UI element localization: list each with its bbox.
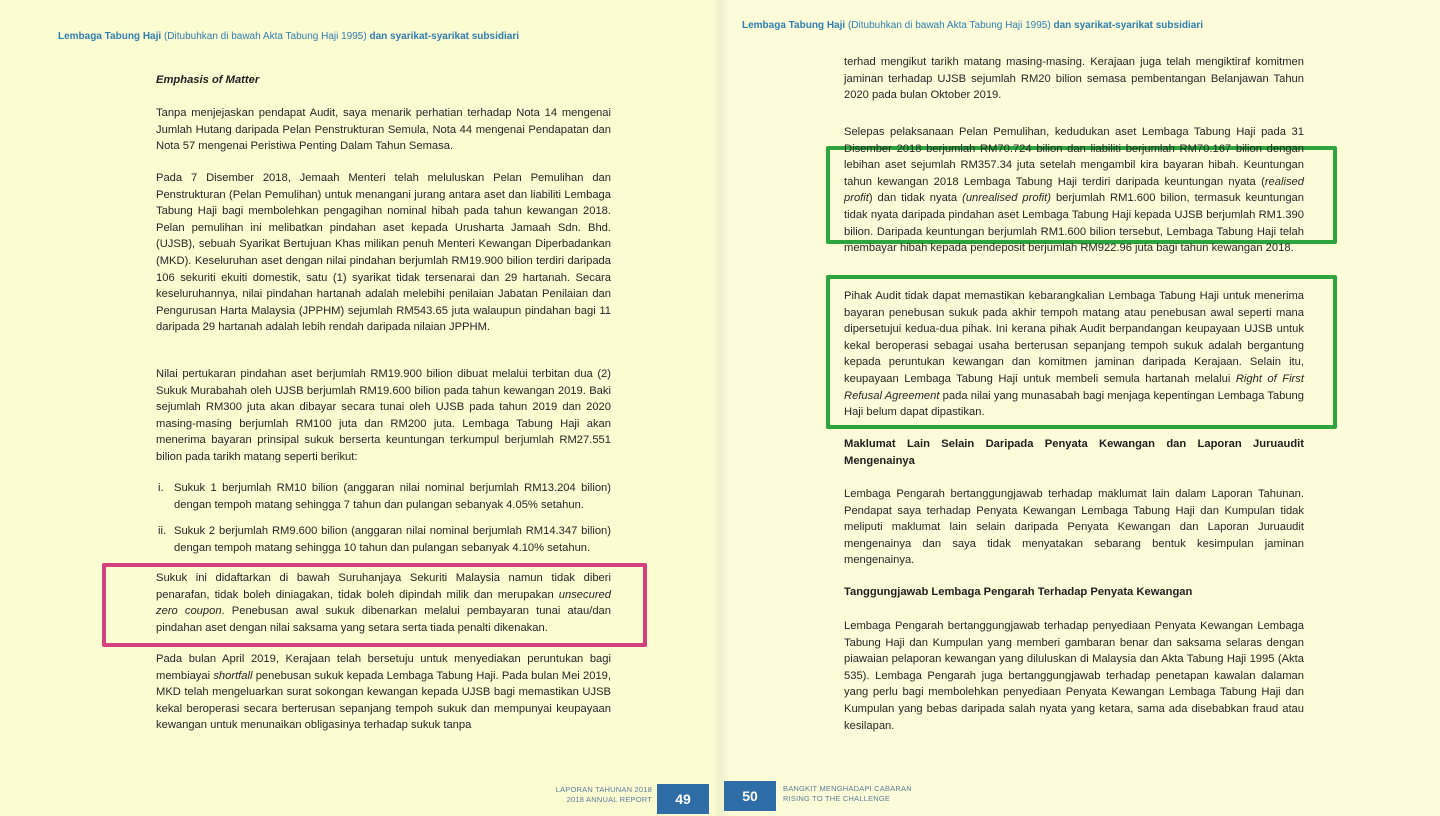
text-run: ) dan tidak nyata xyxy=(868,192,963,205)
footer-line: 2018 ANNUAL REPORT xyxy=(566,795,652,804)
header-sub: (Ditubuhkan di bawah Akta Tabung Haji 1995) xyxy=(847,20,1051,31)
italic-term: unsecured zero coupon xyxy=(156,588,611,618)
right-paragraph-2 xyxy=(844,124,1304,257)
list-number: ii. xyxy=(158,525,167,538)
left-paragraph-5 xyxy=(156,651,611,734)
text-run: Pihak Audit tidak dapat memastikan kebarangkalian Lembaga Tabung Haji untuk menerima bayaran penebusan sukuk pada akhir tempoh matang atau penebusan awal seperti mana dipersetujui kedua-dua pihak. Ini kerana pihak Audit berpandangan keupayaan UJSB untuk kekal beroperasi sebagai usaha berterusan sepanjang tempoh sukuk adalah bergantung kepada peruntukan kewangan dan komitmen jaminan daripada Kerajaan. Selain itu, keupayaan Lembaga Tabung Haji untuk membeli semula hartanah melalui xyxy=(844,290,1304,385)
right-page-header xyxy=(742,20,1203,31)
list-item xyxy=(158,480,611,513)
right-paragraph-5: Lembaga Pengarah bertanggungjawab terhadap penyediaan Penyata Kewangan Lembaga Tabung Haji dan Kumpulan yang memberi gambaran benar dan saksama selaras dengan piawaian pelaporan kewangan yang diluluskan di Malaysia dan Akta Tabung Haji 1995 (Akta 535). Lembaga Pengarah juga bertanggungjawab terhadap penetapan kawalan dalaman yang perlu bagi membolehkan penyediaan Penyata Kewangan Lembaga Tabung Haji dan Kumpulan yang bebas daripada salah nyata yang ketara, sama ada disebabkan fraud atau kesilapan. xyxy=(844,620,1304,732)
text-run: pada nilai yang munasabah bagi menjaga kepentingan Lembaga Tabung Haji belum dapat dipastikan. xyxy=(844,389,1304,419)
page-number-left: 49 xyxy=(657,784,709,814)
list-text: Sukuk 1 berjumlah RM10 bilion (anggaran nilai nominal berjumlah RM13.204 bilion) dengan tempoh matang sehingga 7 tahun dan pulangan sebanyak 4.05% setahun. xyxy=(174,482,611,511)
footer-line: RISING TO THE CHALLENGE xyxy=(783,794,891,803)
text-run: Selepas pelaksanaan Pelan Pemulihan, kedudukan aset Lembaga Tabung Haji pada 31 Disember 2018 berjumlah RM70.724 bilion dan liabiliti berjumlah RM70.167 bilion dengan lebihan aset sejumlah RM357.34 juta setelah mengambil kira bayaran hibah. Keuntungan tahun kewangan 2018 Lembaga Tabung Haji terdiri daripada keuntungan nyata ( xyxy=(844,126,1304,188)
header-sub: (Ditubuhkan di bawah Akta Tabung Haji 1995) xyxy=(163,31,367,42)
text-run: berjumlah RM1.600 bilion, termasuk keuntungan tidak nyata daripada pindahan aset Lembaga Tabung Haji kepada UJSB berjumlah RM1.390 bilion. Daripada keuntungan berjumlah RM1.600 bilion tersebut, Lembaga Tabung Haji telah membayar hibah kepada pendeposit berjumlah RM922.96 juta bagi tahun kewangan 2018. xyxy=(844,192,1305,255)
footer-line: LAPORAN TAHUNAN 2018 xyxy=(555,785,652,794)
emphasis-heading: Emphasis of Matter xyxy=(156,74,260,86)
left-paragraph-2: Pada 7 Disember 2018, Jemaah Menteri telah meluluskan Pelan Pemulihan dan Penstrukturan (Pelan Pemulihan) untuk menangani jurang antara aset dan liabiliti Lembaga Tabung Haji bagi membolehkan pengagihan nominal hibah pada tahun kewangan 2018. Pelan pemulihan ini melibatkan pindahan aset kepada Urusharta Jamaah Sdn. Bhd. (UJSB), sebuah Syarikat Bertujuan Khas milikan penuh Menteri Kewangan Diperbadankan (MKD). Keseluruhan aset dengan nilai pindahan berjumlah RM19.900 bilion terdiri daripada 106 sekuriti ekuiti domestik, satu (1) syarikat tidak tersenarai dan 29 hartanah. Secara keseluruhannya, nilai pindahan hartanah adalah melebihi penilaian Jabatan Penilaian dan Pengurusan Harta Malaysia (JPPHM) sejumlah RM543.65 juta walaupun pindahan bagi 11 daripada 29 hartanah adalah lebih rendah daripada nilaian JPPHM. xyxy=(156,172,611,334)
left-paragraph-3: Nilai pertukaran pindahan aset berjumlah RM19.900 bilion dibuat melalui terbitan dua (2) Sukuk Murabahah oleh UJSB berjumlah RM19.600 bilion pada tahun kewangan 2019. Baki sejumlah RM300 juta akan dibayar secara tunai oleh UJSB pada tahun 2019 dan 2020 masing-masing berjumlah RM100 juta dan RM200 juta. Lembaga Tabung Haji akan menerima bayaran prinsipal sukuk berserta keuntungan terkumpul berjumlah RM27.551 bilion pada tarikh matang seperti berikut: xyxy=(156,368,611,463)
section-heading-board-responsibility: Tanggungjawab Lembaga Pengarah Terhadap Penyata Kewangan xyxy=(844,586,1193,598)
italic-term: shortfall xyxy=(213,669,253,682)
header-org: Lembaga Tabung Haji xyxy=(58,31,162,42)
footer-line: BANGKIT MENGHADAPI CABARAN xyxy=(783,784,912,793)
left-page-header xyxy=(58,31,519,42)
right-paragraph-1: terhad mengikut tarikh matang masing-masing. Kerajaan juga telah mengiktiraf komitmen jaminan terhadap UJSB sejumlah RM20 bilion semasa pembentangan Belanjawan Tahun 2020 pada bulan Oktober 2019. xyxy=(844,56,1304,102)
text-run: . Penebusan awal sukuk dibenarkan melalui pembayaran tunai atau/dan pindahan aset dengan nilai saksama yang setara serta tiada penalti dikenakan. xyxy=(156,605,611,634)
left-paragraph-4 xyxy=(156,570,611,636)
text-run: Sukuk ini didaftarkan di bawah Suruhanjaya Sekuriti Malaysia namun tidak diberi penarafan, tidak boleh diniagakan, tidak boleh dipindah milik dan merupakan xyxy=(156,572,611,601)
footer-tagline xyxy=(783,784,933,804)
page-number-right: 50 xyxy=(724,781,776,811)
text-run: Pada bulan April 2019, Kerajaan telah bersetuju untuk menyediakan peruntukan bagi membiayai xyxy=(156,653,611,682)
right-paragraph-3 xyxy=(844,288,1304,421)
left-paragraph-1: Tanpa menjejaskan pendapat Audit, saya menarik perhatian terhadap Nota 14 mengenai Jumlah Hutang daripada Pelan Penstrukturan Semula, Nota 44 mengenai Pendapatan dan Nota 57 mengenai Peristiwa Penting Dalam Tahun Semasa. xyxy=(156,107,611,153)
page-gutter xyxy=(712,0,730,816)
list-text: Sukuk 2 berjumlah RM9.600 bilion (anggaran nilai nominal berjumlah RM14.347 bilion) dengan tempoh matang sehingga 10 tahun dan pulangan sebanyak 4.10% setahun. xyxy=(174,525,611,554)
italic-term: (unrealised profit) xyxy=(962,192,1051,205)
footer-annual-report xyxy=(540,785,652,805)
section-heading-other-info: Maklumat Lain Selain Daripada Penyata Kewangan dan Laporan Juruaudit Mengenainya xyxy=(844,438,1304,467)
header-tail: dan syarikat-syarikat subsidiari xyxy=(369,31,519,42)
right-paragraph-4: Lembaga Pengarah bertanggungjawab terhadap maklumat lain dalam Laporan Tahunan. Pendapat saya terhadap Penyata Kewangan Lembaga Tabung Haji dan Kumpulan tidak meliputi maklumat lain selain daripada Penyata Kewangan dan Laporan Juruaudit mengenainya dan saya tidak menyatakan sebarang bentuk kesimpulan jaminan mengenainya. xyxy=(844,488,1304,567)
sukuk-list xyxy=(158,480,611,566)
italic-term: realised profit xyxy=(844,175,1304,205)
list-item xyxy=(158,523,611,556)
italic-term: Right of First Refusal Agreement xyxy=(844,372,1304,402)
header-org: Lembaga Tabung Haji xyxy=(742,20,846,31)
text-run: penebusan sukuk kepada Lembaga Tabung Haji. Pada bulan Mei 2019, MKD telah mengeluarkan surat sokongan kewangan kepada UJSB bagi memastikan UJSB kekal beroperasi secara berterusan sepanjang tempoh sukuk dan mempunyai keupayaan kewangan untuk menunaikan obligasinya terhadap sukuk tanpa xyxy=(156,669,612,732)
header-tail: dan syarikat-syarikat subsidiari xyxy=(1053,20,1203,31)
list-number: i. xyxy=(158,482,164,494)
